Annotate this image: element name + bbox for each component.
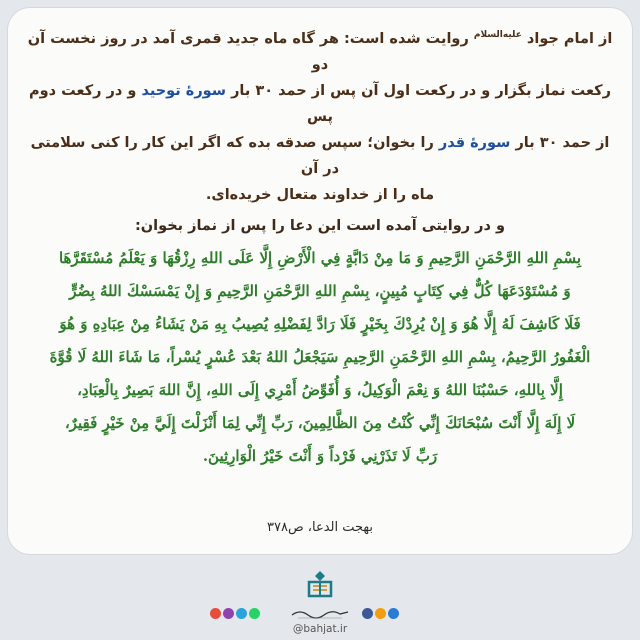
footer	[0, 568, 640, 640]
bahjat-wordmark-icon	[290, 606, 350, 620]
persian-text: و در رکعت دوم پس	[29, 82, 333, 125]
arabic-line: رَبِّ لَا تَذَرْنِي فَرْداً وَ أَنْتَ خَيْرُ الْوَارِثِينَ.	[202, 446, 438, 465]
source-citation: بهجت الدعا، ص۳۷۸	[266, 520, 373, 535]
social-icon[interactable]	[388, 608, 399, 619]
bahjat-logo-icon	[303, 568, 337, 602]
persian-text: ماه را از خداوند متعال خریده‌ای.	[205, 186, 435, 203]
persian-text: رکعت نماز بگزار و در رکعت اول آن پس از حمد ۳۰ بار	[226, 82, 611, 99]
arabic-line: فَلَا كَاشِفَ لَهُ إِلَّا هُوَ وَ إِنْ يُرِدْكَ بِخَيْرٍ فَلَا رَادَّ لِفَضْلِهِ يُصِيبُ بِهِ مَنْ يَشَاءُ مِنْ عِبَادِهِ وَ هُوَ	[59, 314, 581, 333]
arabic-line: بِسْمِ اللهِ الرَّحْمَنِ الرَّحِيمِ وَ مَا مِنْ دَابَّةٍ فِي الْأَرْضِ إِلَّا عَلَى اللهِ رِزْقُهَا وَ يَعْلَمُ مُسْتَقَرَّهَا	[58, 248, 582, 267]
persian-line	[26, 182, 614, 208]
persian-text: از امام جواد	[521, 30, 613, 47]
social-icon[interactable]	[236, 608, 247, 619]
social-icon[interactable]	[375, 608, 386, 619]
salawat-mark: علیه‌السلام	[473, 30, 522, 40]
dua-intro: و در روایتی آمده است این دعا را پس از نماز بخوان:	[134, 217, 506, 234]
persian-narration	[26, 22, 614, 208]
persian-text: را بخوان؛ سپس صدقه بده که اگر این کار را کنی سلامتی در آن	[30, 134, 439, 177]
persian-line	[26, 22, 614, 78]
persian-line	[26, 130, 614, 182]
social-icon[interactable]	[249, 608, 260, 619]
persian-text: از حمد ۳۰ بار	[510, 134, 610, 151]
arabic-line: إِلَّا بِاللهِ، حَسْبُنَا اللهُ وَ نِعْمَ الْوَكِيلُ، وَ أُفَوِّضُ أَمْرِي إِلَى اللهِ، إِنَّ اللهَ بَصِيرٌ بِالْعِبَادِ،	[77, 380, 563, 399]
social-icons-left	[210, 608, 260, 619]
arabic-dua	[26, 242, 614, 473]
social-icon[interactable]	[223, 608, 234, 619]
surah-highlight: سورهٔ قدر	[438, 134, 511, 151]
social-icon[interactable]	[210, 608, 221, 619]
persian-line	[26, 78, 614, 130]
content-card	[8, 8, 632, 554]
social-icon[interactable]	[362, 608, 373, 619]
arabic-line: لَا إِلَهَ إِلَّا أَنْتَ سُبْحَانَكَ إِنِّي كُنْتُ مِنَ الظَّالِمِينَ، رَبِّ إِنِّي لِمَا أَنْزَلْتَ إِلَيَّ مِنْ خَيْرٍ فَقِيرٌ،	[64, 413, 576, 432]
social-icons-right	[362, 608, 399, 619]
arabic-line: وَ مُسْتَوْدَعَهَا كُلٌّ فِي كِتَابٍ مُبِينٍ، بِسْمِ اللهِ الرَّحْمَنِ الرَّحِيمِ وَ إِنْ يَمْسَسْكَ اللهُ بِضُرٍّ	[69, 281, 571, 300]
surah-highlight: سورهٔ توحید	[141, 82, 227, 99]
arabic-line: الْغَفُورُ الرَّحِيمُ، بِسْمِ اللهِ الرَّحْمَنِ الرَّحِيمِ سَيَجْعَلُ اللهُ بَعْدَ عُسْرٍ يُسْراً، مَا شَاءَ اللهُ لَا قُوَّةَ	[49, 347, 591, 366]
social-handle[interactable]: @bahjat.ir	[292, 623, 348, 635]
persian-text: روایت شده است: هر گاه ماه جدید قمری آمد در روز نخست آن دو	[27, 30, 474, 73]
